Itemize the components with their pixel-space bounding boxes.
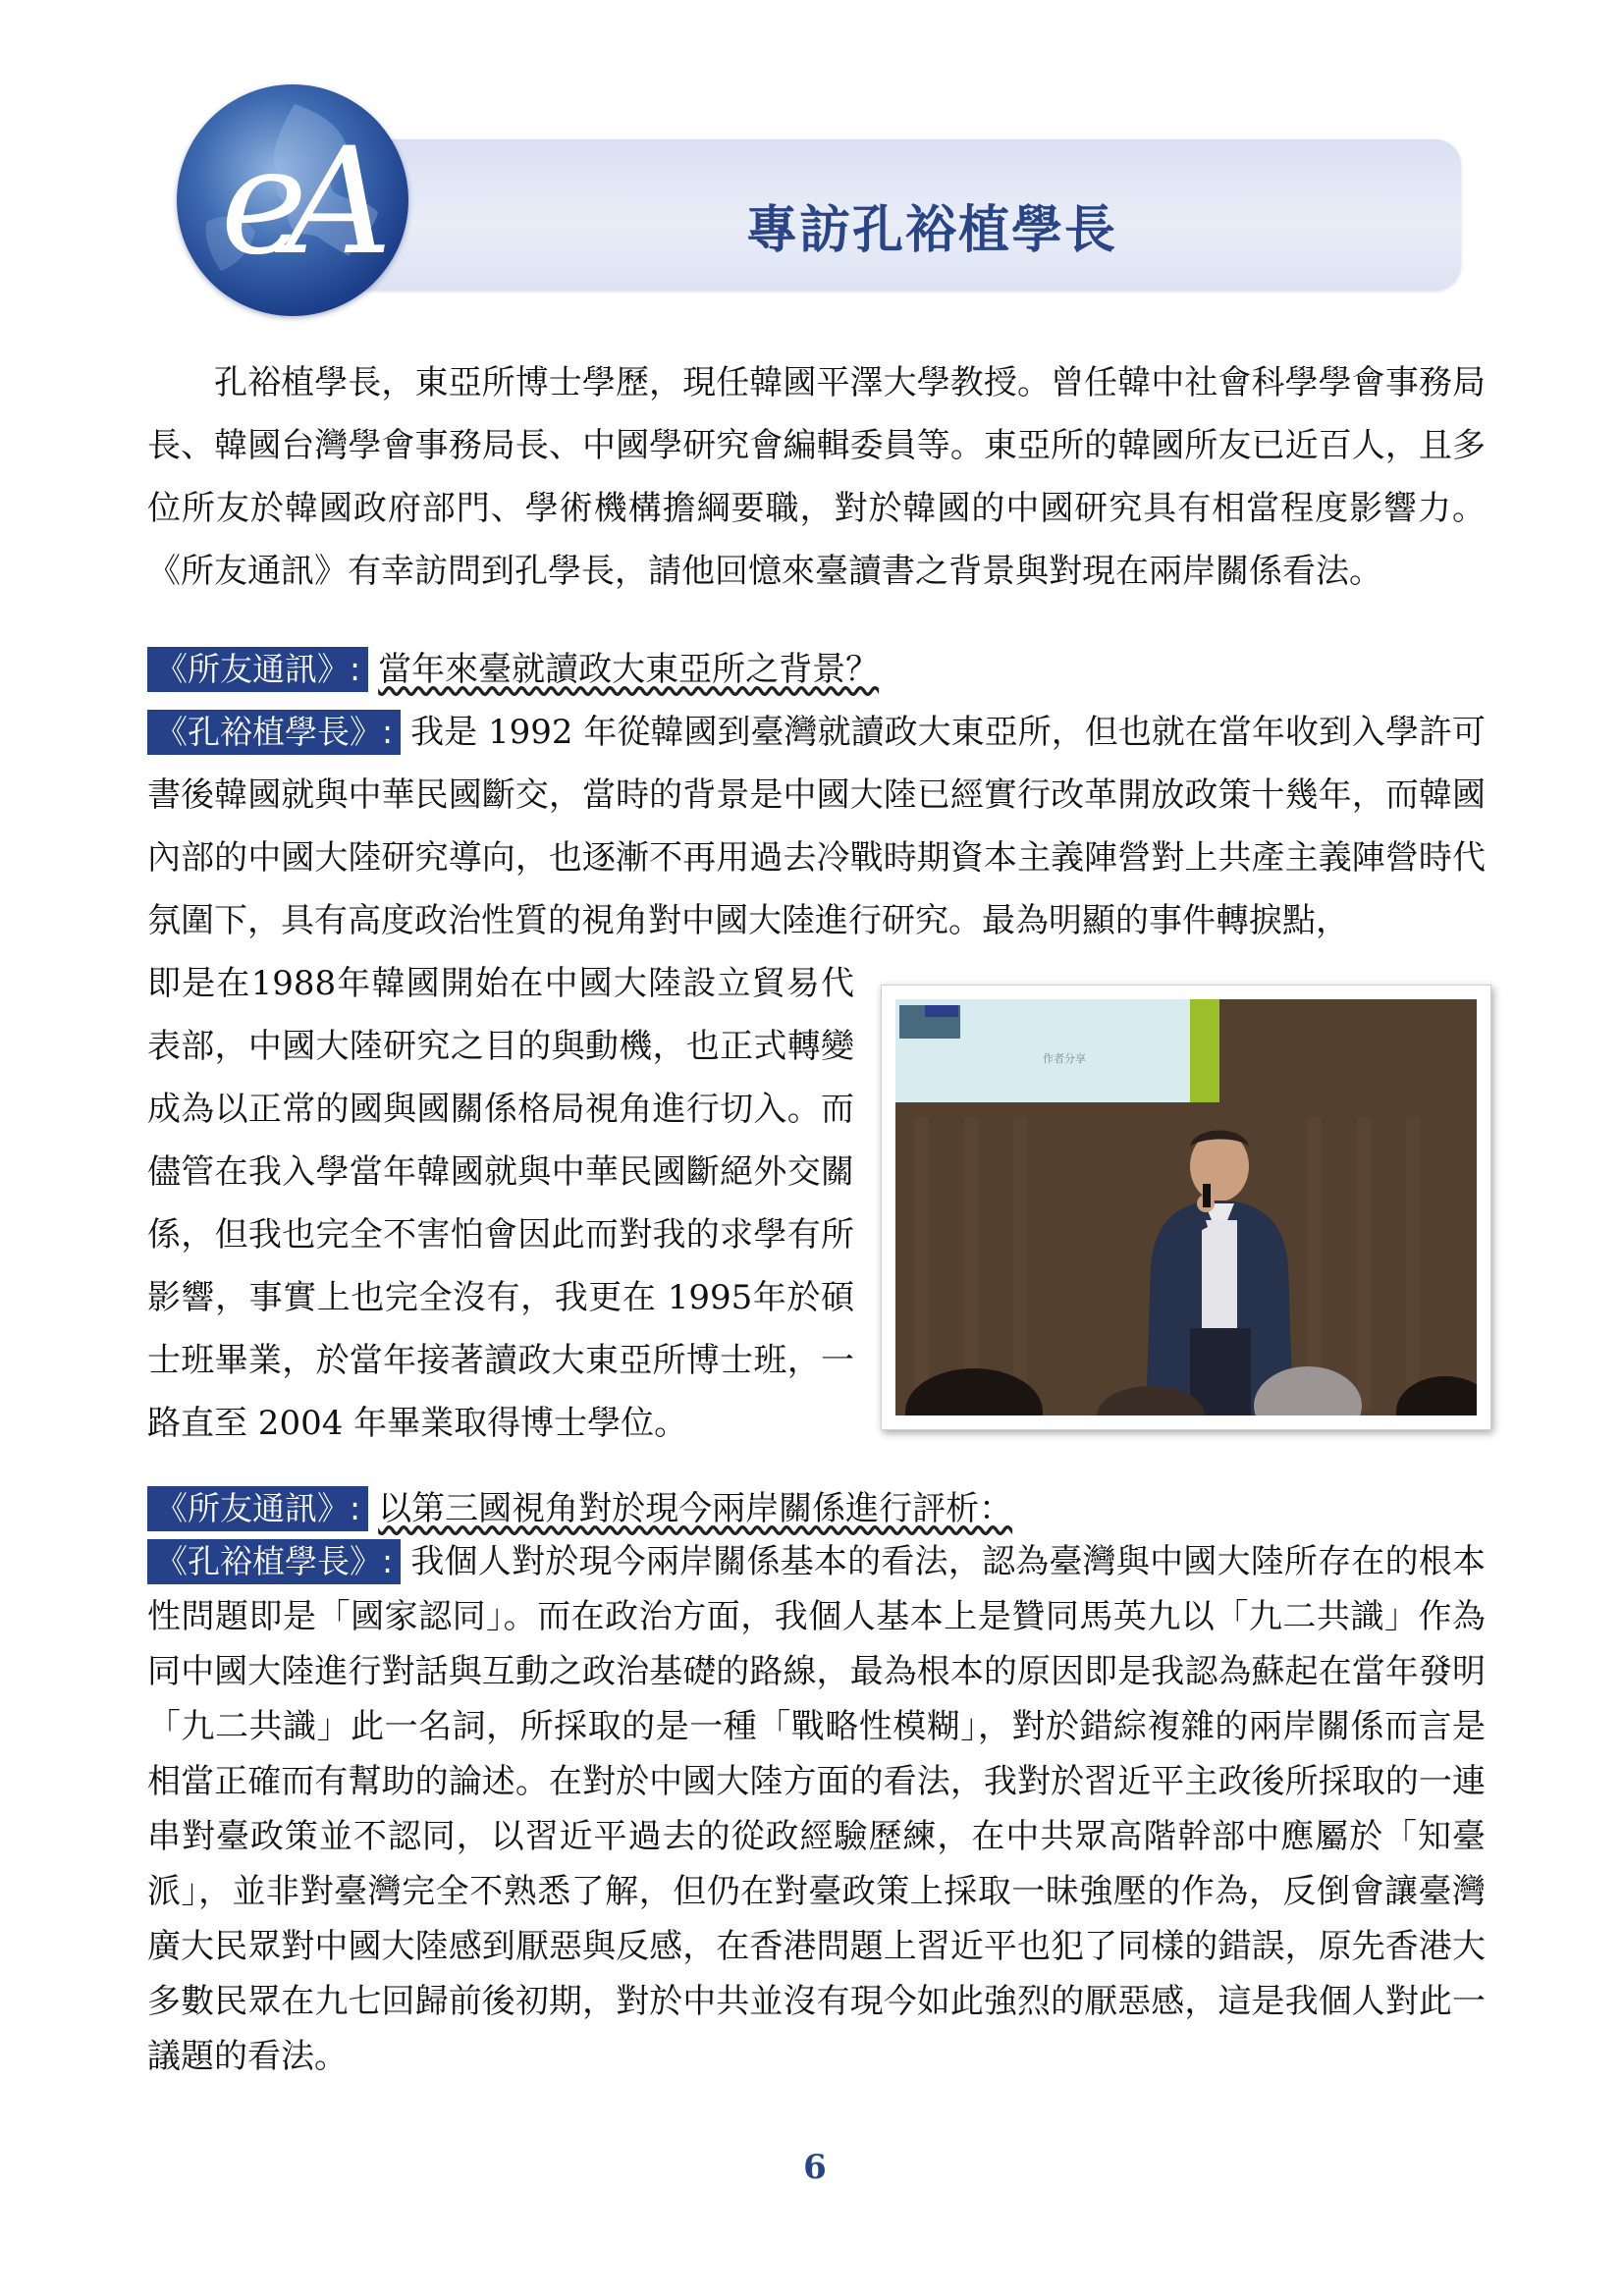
- question-2-line: [147, 1477, 1486, 1540]
- photo-image: [895, 999, 1477, 1415]
- interviewer-tag: 《所友通訊》:: [147, 1486, 368, 1531]
- answer-1-narrow-column: 即是在1988年韓國開始在中國大陸設立貿易代表部，中國大陸研究之目的與動機，也正式轉變成為以正常的國與國關係格局視角進行切入。而儘管在我入學當年韓國就與中華民國斷絕外交關係，但我也完全不害怕會因此而對我的求學有所影響，事實上也完全沒有，我更在 1995年於碩士班畢業，於當年接著讀政大東亞所博士班，一路直至 2004 年畢業取得博士學位。: [147, 964, 854, 1443]
- question-2-text: 以第三國視角對於現今兩岸關係進行評析：: [378, 1489, 1013, 1528]
- ea-logo: [177, 84, 408, 316]
- answer-2-text: 我個人對於現今兩岸關係基本的看法，認為臺灣與中國大陸所存在的根本性問題即是「國家認同」。而在政治方面，我個人基本上是贊同馬英九以「九二共識」作為同中國大陸進行對話與互動之政治基礎的路線，最為根本的原因即是我認為蘇起在當年發明「九二共識」此一名詞，所採取的是一種「戰略性模糊」，對於錯綜複雜的兩岸關係而言是相當正確而有幫助的論述。在對於中國大陸方面的看法，我對於習近平主政後所採取的一連串對臺政策並不認同，以習近平過去的從政經驗歷練，在中共眾高階幹部中應屬於「知臺派」，並非對臺灣完全不熟悉了解，但仍在對臺政策上採取一昧強壓的作為，反倒會讓臺灣廣大民眾對中國大陸感到厭惡與反感，在香港問題上習近平也犯了同樣的錯誤，原先香港大多數民眾在九七回歸前後初期，對於中共並沒有現今如此強烈的厭惡感，這是我個人對此一議題的看法。: [147, 1542, 1486, 2076]
- answer-2-paragraph: [147, 1534, 1486, 2084]
- question-1-text: 當年來臺就讀政大東亞所之背景？: [378, 650, 880, 689]
- interviewer-tag: 《所友通訊》:: [147, 647, 368, 692]
- interviewee-tag: 《孔裕植學長》:: [147, 1539, 401, 1584]
- logo-letters: eA: [220, 117, 371, 288]
- screen-caption: 作者分享: [1043, 1052, 1086, 1065]
- interviewee-tag: 《孔裕植學長》:: [147, 710, 401, 755]
- answer-1-text: 我是 1992 年從韓國到臺灣就讀政大東亞所，但也就在當年收到入學許可書後韓國就與中華民國斷交，當時的背景是中國大陸已經實行改革開放政策十幾年，而韓國內部的中國大陸研究導向，也逐漸不再用過去冷戰時期資本主義陣營對上共產主義陣營時代氛圍下，具有高度政治性質的視角對中國大陸進行研究。最為明顯的事件轉捩點，: [147, 713, 1486, 940]
- answer-1-full-width: [147, 701, 1486, 952]
- page-number: 6: [803, 2148, 827, 2187]
- speaker-illustration: [895, 999, 1477, 1415]
- question-1-line: [147, 638, 1486, 701]
- intro-paragraph: 孔裕植學長，東亞所博士學歷，現任韓國平澤大學教授。曾任韓中社會科學學會事務局長、韓國台灣學會事務局長、中國學研究會編輯委員等。東亞所的韓國所友已近百人，且多位所友於韓國政府部門、學術機構擔綱要職，對於韓國的中國研究具有相當程度影響力。《所友通訊》有幸訪問到孔學長，請他回憶來臺讀書之背景與對現在兩岸關係看法。: [147, 363, 1486, 591]
- page-title: 專訪孔裕植學長: [746, 201, 1118, 260]
- speaker-photo: [881, 985, 1491, 1430]
